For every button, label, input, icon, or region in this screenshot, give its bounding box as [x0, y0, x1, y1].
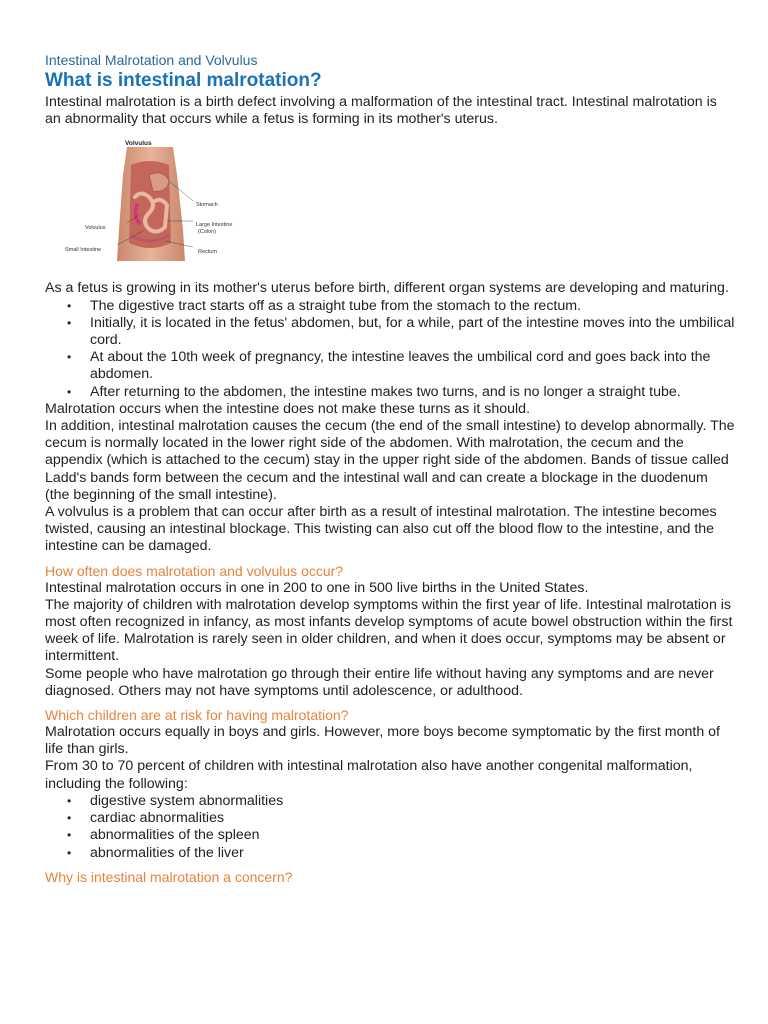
list-item: • The digestive tract starts off as a straight tube from the stomach to the rectum.: [90, 298, 735, 315]
paragraph: In addition, intestinal malrotation causes the cecum (the end of the small intestine) to develop abnormally. The cecum is normally located in the lower right side of the abdomen. With malrotation, the cecum and the appendix (which is attached to the cecum) stay in the upper right side of the abdomen. Bands of tissue called Ladd's bands form between the cecum and the intestinal wall and can create a blockage in the duodenum (the beginning of the small intestine).: [45, 418, 735, 503]
paragraph: Intestinal malrotation occurs in one in 200 to one in 500 live births in the United States.: [45, 579, 589, 596]
list-item: • digestive system abnormalities: [90, 793, 735, 810]
development-lead: As a fetus is growing in its mother's uterus before birth, different organ systems are developing and maturing.: [45, 280, 729, 297]
label-stomach: Stomach: [196, 202, 218, 209]
intro-paragraph: Intestinal malrotation is a birth defect involving a malformation of the intestinal tract. Intestinal malrotation is an abnormality that occurs while a fetus is forming in its mother's uterus.: [45, 94, 717, 128]
volvulus-illustration: [65, 135, 255, 265]
paragraph: Malrotation occurs equally in boys and girls. However, more boys become symptomatic by the first month of life than girls.: [45, 724, 720, 758]
paragraph: Some people who have malrotation go through their entire life without having any symptoms and are never diagnosed. Others may not have symptoms until adolescence, or adulthood.: [45, 665, 714, 699]
label-colon: (Colon): [198, 229, 217, 236]
development-list: [45, 298, 735, 401]
paragraph: From 30 to 70 percent of children with intestinal malrotation also have another congenital malformation, including the following:: [45, 758, 693, 792]
list-item: • abnormalities of the liver: [90, 845, 735, 862]
section-kicker: Intestinal Malrotation and Volvulus: [45, 52, 258, 68]
label-volvulus: Volvulus: [85, 225, 106, 232]
list-item: • cardiac abnormalities: [90, 810, 735, 827]
malformation-list: [45, 793, 735, 862]
paragraph: Malrotation occurs when the intestine does not make these turns as it should.: [45, 400, 531, 417]
risk-heading: Which children are at risk for having malrotation?: [45, 707, 349, 724]
list-item: • At about the 10th week of pregnancy, the intestine leaves the umbilical cord and goes back into the abdomen.: [90, 349, 735, 383]
figure-title: Volvulus: [125, 140, 152, 148]
label-rectum: Rectum: [198, 249, 217, 256]
paragraph: A volvulus is a problem that can occur after birth as a result of intestinal malrotation. The intestine becomes twisted, causing an intestinal blockage. This twisting can also cut off the blood flow to the intestine, and the intestine can be damaged.: [45, 504, 717, 555]
concern-heading: Why is intestinal malrotation a concern?: [45, 868, 293, 885]
label-large-intestine: Large Intestine: [196, 222, 233, 229]
frequency-heading: How often does malrotation and volvulus occur?: [45, 562, 344, 579]
article-body: [45, 52, 735, 886]
list-item: • After returning to the abdomen, the intestine makes two turns, and is no longer a straight tube.: [90, 384, 735, 401]
page-title: What is intestinal malrotation?: [45, 70, 322, 91]
list-item: • Initially, it is located in the fetus' abdomen, but, for a while, part of the intestine moves into the umbilical cord.: [90, 315, 735, 349]
paragraph: The majority of children with malrotation develop symptoms within the first year of life. Intestinal malrotation is most often recognized in infancy, as most infants develop symptoms of acute bowel obstruction within the first week of life. Malrotation is rarely seen in older children, and when it does occur, symptoms may be absent or intermittent.: [45, 596, 733, 665]
label-small-intestine: Small Intestine: [65, 247, 102, 254]
list-item: • abnormalities of the spleen: [90, 827, 735, 844]
